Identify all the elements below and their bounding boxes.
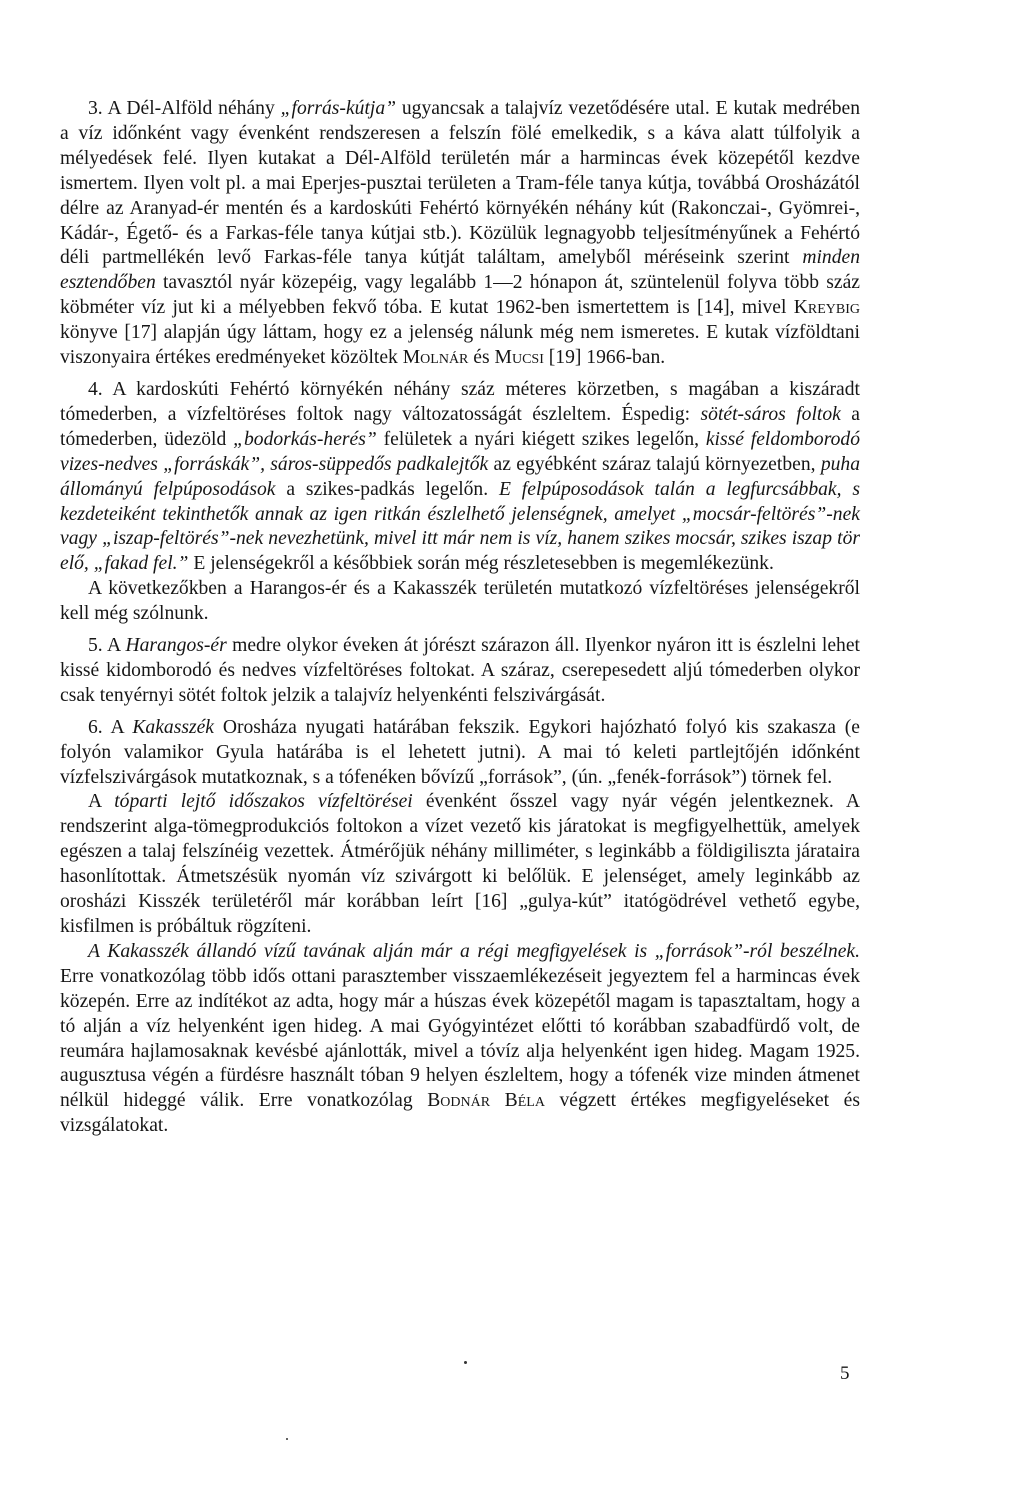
paragraph-6-springs <box>60 940 860 1139</box>
paragraph-5 <box>60 634 860 709</box>
text-run: könyve [17] alapján úgy láttam, hogy ez a jelenség nálunk még nem ismeretes. E kutak vízföldtani viszonyaira értékes eredményeket közöltek <box>60 322 860 369</box>
text-run: ugyancsak a talajvíz vezetődésére utal. E kutak medrében a víz időnként vagy évenként rendszeresen a felszín fölé emelkedik, s a káva alatt túlfolyik a mélyedések felé. Ilyen kutakat a Dél-Alföld területén már a harmincas évek közepétől kezdve ismertem. Ilyen volt pl. a mai Eperjes-pusztai területen a Tram-féle tanya kútja, továbbá Orosházától délre az Aranyad-ér mentén és a kardoskúti Fehértó környékén néhány kút (Rakonczai-, Gyömrei-, Kádár-, Égető- és a Farkas-féle tanya kútjai stb.). Közülük legnagyobb teljesítményűnek a Fehértó déli partmellékén levő Farkas-féle tanya kútját találtam, amelyből méréseink szerint <box>60 98 860 269</box>
paragraph-4 <box>60 378 860 577</box>
italic-phrase: puha állományú felpúposodások <box>60 453 860 500</box>
text-run: a szikes-padkás legelőn. <box>275 478 499 500</box>
page-number: 5 <box>840 1363 850 1384</box>
text-run: és <box>468 347 495 369</box>
text-run: E jelenségekről a későbbiek során még részletesebben is megemlékezünk. <box>188 553 774 575</box>
print-speck <box>464 1361 467 1364</box>
italic-phrase: „bodorkás-herés” <box>233 428 377 450</box>
text-run: felületek a nyári kiégett szikes legelőn, <box>376 428 706 450</box>
paragraph-4-continued <box>60 577 860 627</box>
text-run: A <box>88 791 115 813</box>
paragraph-6-lakeshore <box>60 790 860 939</box>
author-name: Kreybig <box>793 297 860 319</box>
author-name: Bodnár Béla <box>427 1090 545 1112</box>
text-run: A következőkben a Harangos-ér és a Kakasszék területén mutatkozó vízfeltöréses jelenségekről kell még szólnunk. <box>60 578 860 625</box>
body-text <box>60 97 860 1139</box>
italic-phrase: Kakasszék <box>132 716 214 738</box>
paragraph-3 <box>60 97 860 371</box>
print-speck <box>286 1438 288 1440</box>
italic-phrase: Harangos-ér <box>125 635 227 657</box>
text-run: 5. A <box>88 635 126 657</box>
text-run: az egyébként száraz talajú környezetben, <box>488 453 821 475</box>
text-run: Erre vonatkozólag több idős ottani parasztember visszaemlékezéseit jegyeztem fel a harmincas évek közepén. Erre az indítékot az adta, hogy már a húszas évek közepétől magam is tapasztaltam, hogy a tó alján a víz helyenként igen hideg. A mai Gyógyintézet előtti tó korábban szabadfürdő volt, de reumára hajlamosaknak kevésbé ajánlották, mivel a tóvíz alja helyenként igen hideg. Magam 1925. augusztusa végén a fürdésre használt tóban 9 helyen észleltem, hogy a tófenék vize minden átmenet nélkül hideggé válik. Erre vonatkozólag <box>60 965 860 1112</box>
italic-phrase: A Kakasszék állandó vízű tavának alján már a régi megfigyelések is „források”-ról beszélnek. <box>88 940 860 962</box>
italic-phrase: „forrás-kútja” <box>280 98 397 119</box>
italic-phrase: E felpúposodások talán a legfurcsábbak, s kezdeteiként tekinthetők annak az igen ritkán észlelhető jelenségnek, amelyet „mocsár-feltörés”-nek vagy „iszap-feltörés”-nek nevezhetünk, mivel itt már nem is víz, hanem szikes mocsár, szikes iszap tör elő, „fakad fel.” <box>60 478 860 575</box>
author-name: Molnár <box>402 347 469 369</box>
text-run: 4. A kardoskúti Fehértó környékén néhány száz méteres körzetben, s magában a kiszáradt tómederben, a vízfeltöréses foltok nagy változatosságát észleltem. Éspedig: <box>60 378 860 425</box>
text-run: Orosháza nyugati határában fekszik. Egykori hajózható folyó kis szakasza (e folyón valamikor Gyula határába is el lehetett jutni). A mai tó keleti partlejtőjén időnként vízfelszivárgások mutatkoznak, s a tófenéken bővízű „források”, (ún. „fenék-források”) törnek fel. <box>60 716 860 788</box>
text-run: medre olykor éveken át jórészt szárazon áll. Ilyenkor nyáron itt is észlelni lehet kissé kidomborodó és nedves vízfeltöréses foltokat. A száraz, cserepesedett aljú tómederben olykor csak tenyérnyi sötét foltok jelzik a talajvíz helyenkénti felszivárgását. <box>60 635 860 706</box>
text-run: végzett értékes megfigyeléseket és vizsgálatokat. <box>60 1090 860 1137</box>
text-run: a tómederben, üdezöld <box>60 403 860 450</box>
italic-phrase: sötét-sáros foltok <box>700 403 841 425</box>
author-name: Mucsi <box>494 347 544 369</box>
italic-phrase: minden esztendőben <box>60 247 860 294</box>
italic-phrase: tóparti lejtő időszakos vízfeltörései <box>114 791 413 813</box>
paragraph-6 <box>60 716 860 791</box>
text-run: 6. A <box>88 716 133 738</box>
text-run: tavasztól nyár közepéig, vagy legalább 1—2 hónapon át, szüntelenül folyva több száz köbméter víz jut ki a mélyebben fekvő tóba. E kutat 1962-ben ismertettem is [14], mivel <box>60 272 860 319</box>
text-run: 3. A Dél-Alföld néhány <box>88 98 281 119</box>
text-run: évenként ősszel vagy nyár végén jelentkeznek. A rendszerint alga-tömegprodukciós foltokon a vízet vezető kis járatokat is megfigyelhettük, amelyek egészen a talaj felszínéig vezettek. Átmérőjük néhány milliméter, s leginkább a földigiliszta járataira hasonlítottak. Átmetszésük nyomán víz szivárgott ki belőlük. E jelenséget, amely leginkább az orosházi Kisszék területéről már korábban leírt [16] „gulya-kút” itatógödrével vethető egybe, kisfilmen is próbáltuk rögzíteni. <box>60 791 860 937</box>
italic-phrase: kissé feldomborodó vizes-nedves „forráskák”, sáros-süppedős padkalejtők <box>60 428 860 475</box>
text-run: [19] 1966-ban. <box>543 347 666 369</box>
